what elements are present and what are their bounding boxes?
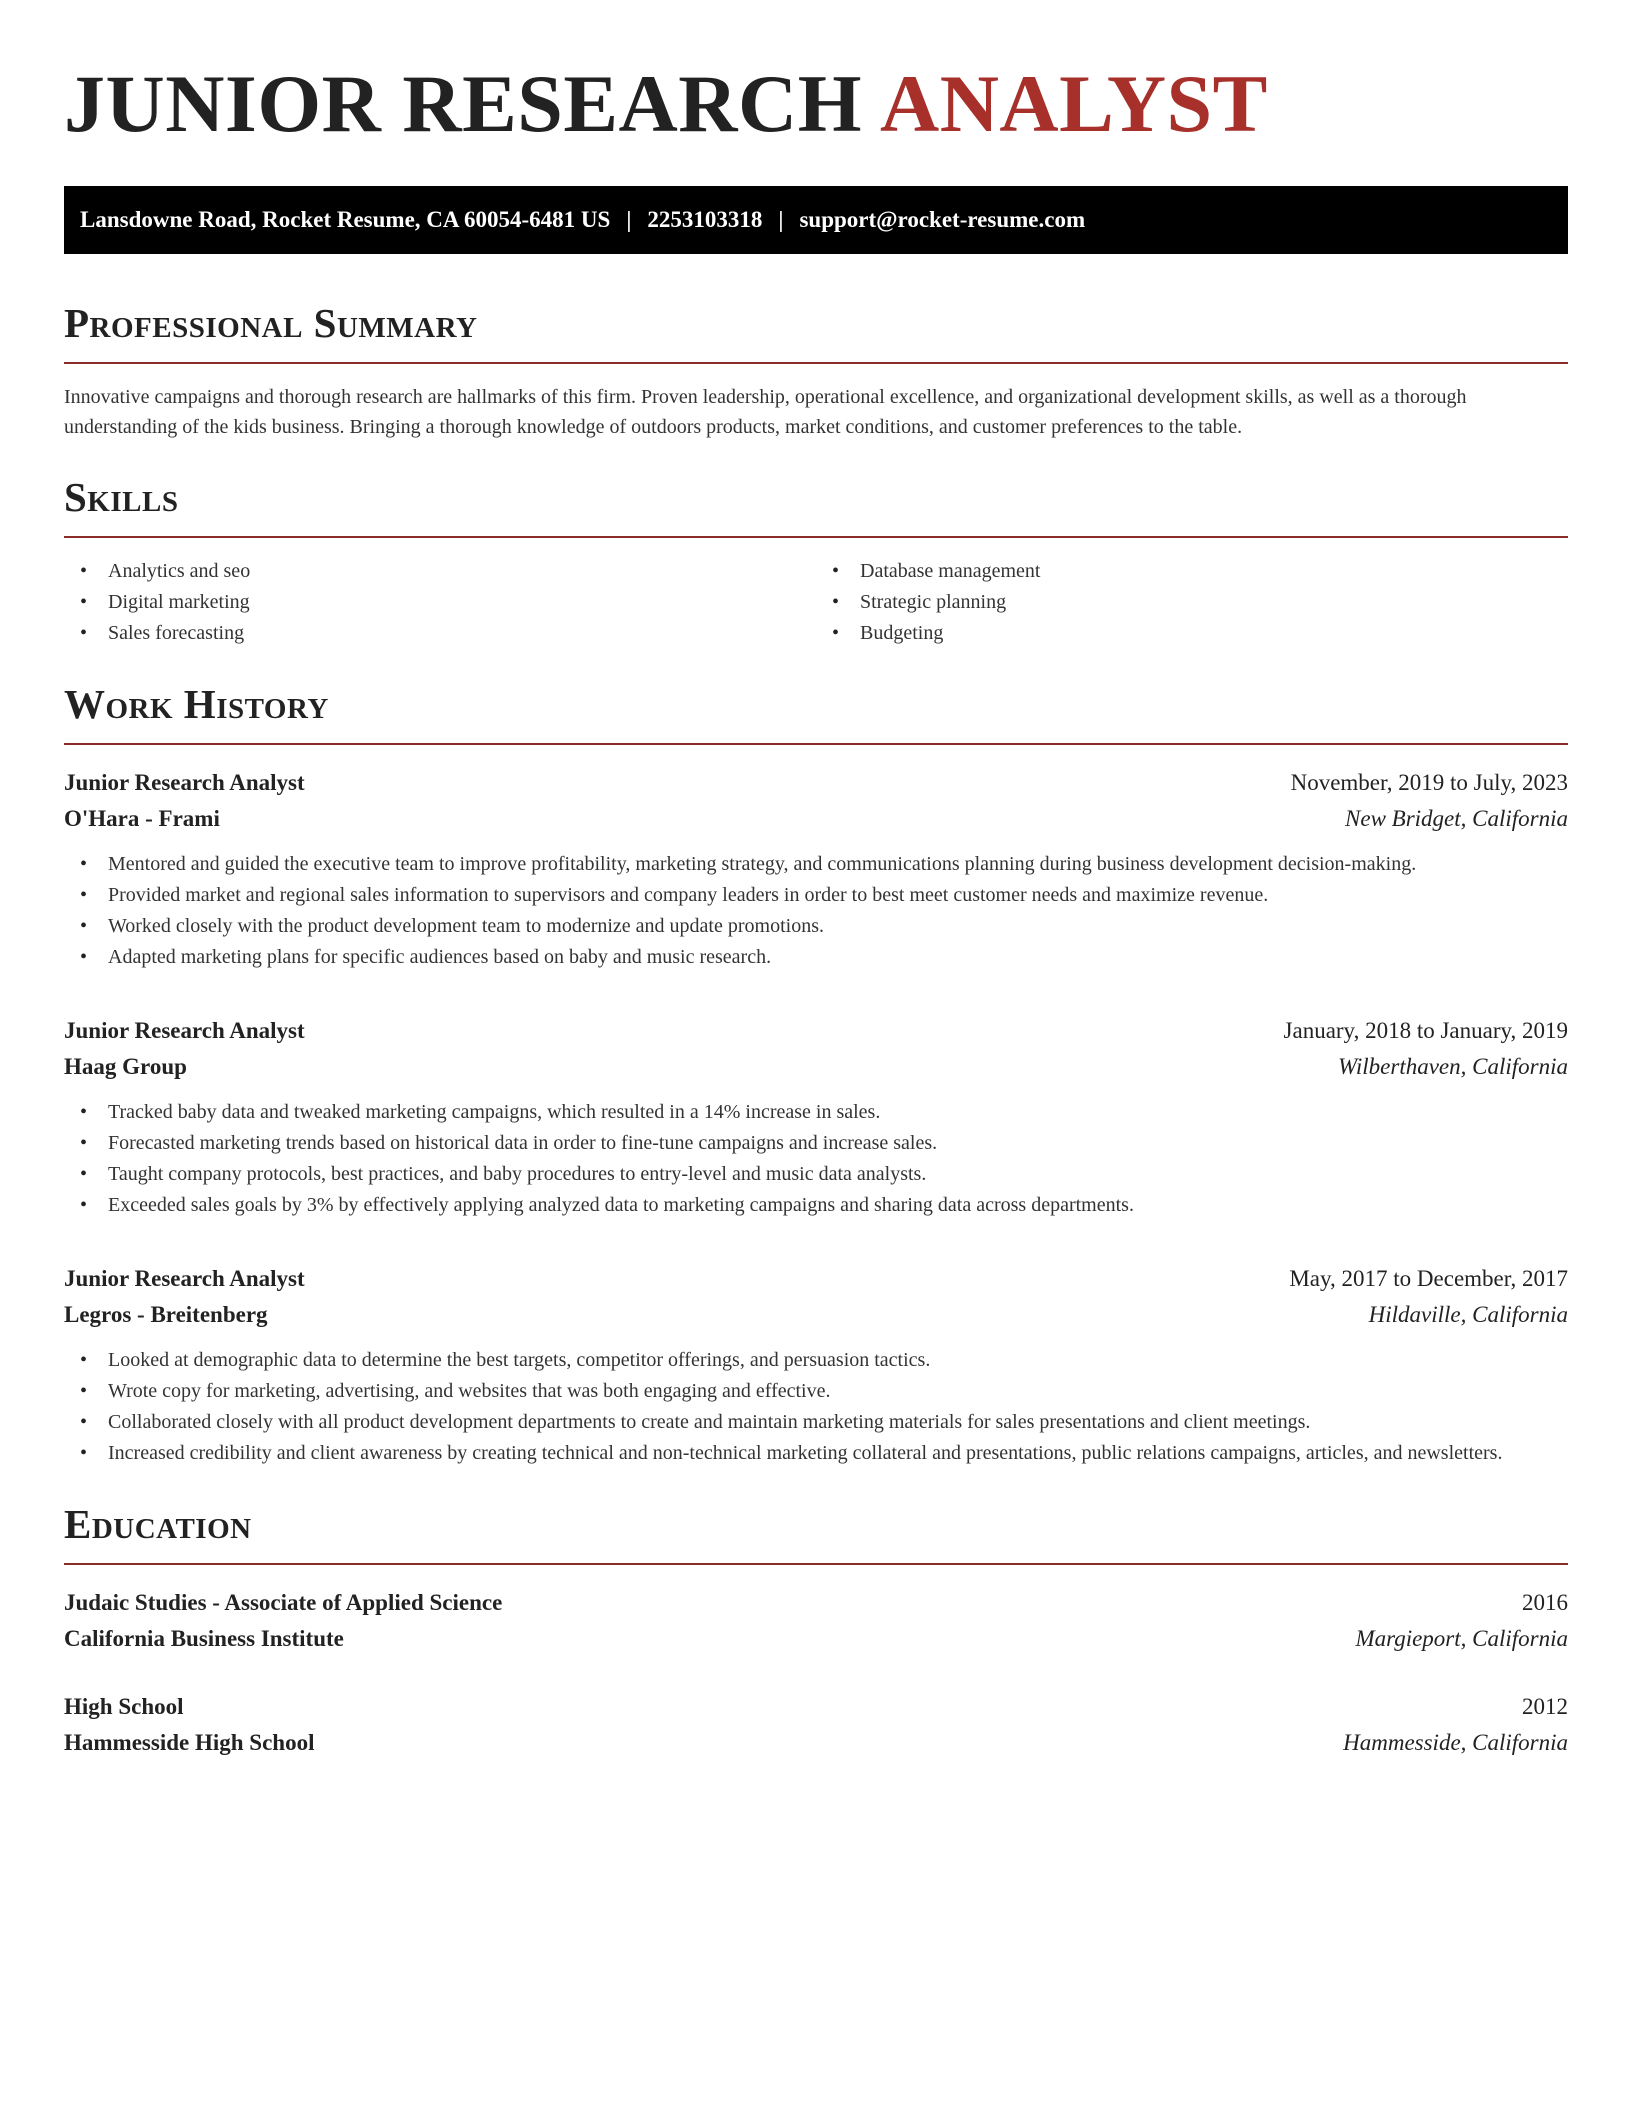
contact-separator: | xyxy=(626,207,632,232)
education-school-row xyxy=(64,1621,1568,1657)
job-bullet: • Looked at demographic data to determine the best targets, competitor offerings, and persuasion tactics. xyxy=(64,1345,1568,1376)
education-location: Margieport, California xyxy=(1355,1626,1568,1651)
job-role: Junior Research Analyst xyxy=(64,1266,305,1291)
job-bullet: • Exceeded sales goals by 3% by effectively applying analyzed data to marketing campaigns and sharing data across departments. xyxy=(64,1190,1568,1221)
education-section xyxy=(64,1499,1568,1761)
summary-text: Innovative campaigns and thorough research are hallmarks of this firm. Proven leadership, operational excellence, and organizational development skills, as well as a thorough understanding of the kids business. Bringing a thorough knowledge of outdoors products, market conditions, and customer preferences to the table. xyxy=(64,386,1467,438)
section-title-work-history: Work History xyxy=(64,681,329,727)
name-first: JUNIOR RESEARCH xyxy=(64,58,862,149)
contact-email: support@rocket-resume.com xyxy=(799,207,1086,232)
skills-section xyxy=(64,472,1568,649)
job-bullet: • Worked closely with the product development team to modernize and update promotions. xyxy=(64,911,1568,942)
job-header-row xyxy=(64,765,1568,801)
job-location: Wilberthaven, California xyxy=(1338,1054,1568,1079)
name-last: ANALYST xyxy=(880,58,1268,149)
contact-phone: 2253103318 xyxy=(647,207,763,232)
education-header-row xyxy=(64,1585,1568,1621)
job-bullet: • Mentored and guided the executive team to improve profitability, marketing strategy, and communications planning during business development decision-making. xyxy=(64,849,1568,880)
job-company-row xyxy=(64,801,1568,837)
job-bullet: • Forecasted marketing trends based on historical data in order to fine-tune campaigns and increase sales. xyxy=(64,1128,1568,1159)
contact-bar xyxy=(64,186,1568,254)
skill-item: • Budgeting xyxy=(816,618,1568,649)
education-location: Hammesside, California xyxy=(1343,1730,1568,1755)
contact-separator: | xyxy=(778,207,784,232)
work-history-section xyxy=(64,679,1568,1469)
section-divider xyxy=(64,1563,1568,1565)
skill-item: • Database management xyxy=(816,556,1568,587)
job-bullet: • Collaborated closely with all product development departments to create and maintain marketing materials for sales presentations and client meetings. xyxy=(64,1407,1568,1438)
skill-item: • Sales forecasting xyxy=(64,618,816,649)
job-company: Legros - Breitenberg xyxy=(64,1302,268,1327)
summary-section xyxy=(64,298,1568,442)
skills-column-left xyxy=(64,556,816,649)
job-bullets xyxy=(64,849,1568,973)
education-school: Hammesside High School xyxy=(64,1730,315,1755)
skill-item: • Strategic planning xyxy=(816,587,1568,618)
job-header-row xyxy=(64,1261,1568,1297)
job-company: O'Hara - Frami xyxy=(64,806,220,831)
job-dates: May, 2017 to December, 2017 xyxy=(1289,1266,1568,1291)
job-bullet: • Increased credibility and client awareness by creating technical and non-technical marketing collateral and presentations, public relations campaigns, articles, and newsletters. xyxy=(64,1438,1568,1469)
education-degree: High School xyxy=(64,1694,184,1719)
job-bullets xyxy=(64,1345,1568,1469)
job-role: Junior Research Analyst xyxy=(64,1018,305,1043)
job-location: Hildaville, California xyxy=(1368,1302,1568,1327)
education-year: 2016 xyxy=(1522,1590,1568,1615)
job-bullet: • Tracked baby data and tweaked marketing campaigns, which resulted in a 14% increase in sales. xyxy=(64,1097,1568,1128)
job-entry xyxy=(64,765,1568,973)
job-bullet: • Provided market and regional sales information to supervisors and company leaders in order to best meet customer needs and maximize revenue. xyxy=(64,880,1568,911)
skills-grid xyxy=(64,556,1568,649)
section-divider xyxy=(64,536,1568,538)
section-divider xyxy=(64,743,1568,745)
job-company-row xyxy=(64,1049,1568,1085)
education-entry xyxy=(64,1689,1568,1761)
skill-item: • Digital marketing xyxy=(64,587,816,618)
education-degree: Judaic Studies - Associate of Applied Science xyxy=(64,1590,503,1615)
education-school: California Business Institute xyxy=(64,1626,344,1651)
job-bullet: • Wrote copy for marketing, advertising, and websites that was both engaging and effective. xyxy=(64,1376,1568,1407)
skills-column-right xyxy=(816,556,1568,649)
job-bullet: • Taught company protocols, best practices, and baby procedures to entry-level and music data analysts. xyxy=(64,1159,1568,1190)
job-bullets xyxy=(64,1097,1568,1221)
job-entry xyxy=(64,1013,1568,1221)
job-entry xyxy=(64,1261,1568,1469)
contact-address: Lansdowne Road, Rocket Resume, CA 60054-6481 US xyxy=(80,207,611,232)
job-dates: November, 2019 to July, 2023 xyxy=(1290,770,1568,795)
section-divider xyxy=(64,362,1568,364)
education-header-row xyxy=(64,1689,1568,1725)
section-title-summary: Professional Summary xyxy=(64,300,478,346)
education-entry xyxy=(64,1585,1568,1657)
education-school-row xyxy=(64,1725,1568,1761)
skill-item: • Analytics and seo xyxy=(64,556,816,587)
job-location: New Bridget, California xyxy=(1345,806,1568,831)
section-title-skills: Skills xyxy=(64,474,179,520)
resume-name xyxy=(64,56,1568,152)
job-bullet: • Adapted marketing plans for specific audiences based on baby and music research. xyxy=(64,942,1568,973)
job-role: Junior Research Analyst xyxy=(64,770,305,795)
job-header-row xyxy=(64,1013,1568,1049)
education-year: 2012 xyxy=(1522,1694,1568,1719)
job-company-row xyxy=(64,1297,1568,1333)
job-company: Haag Group xyxy=(64,1054,187,1079)
job-dates: January, 2018 to January, 2019 xyxy=(1283,1018,1568,1043)
section-title-education: Education xyxy=(64,1501,252,1547)
